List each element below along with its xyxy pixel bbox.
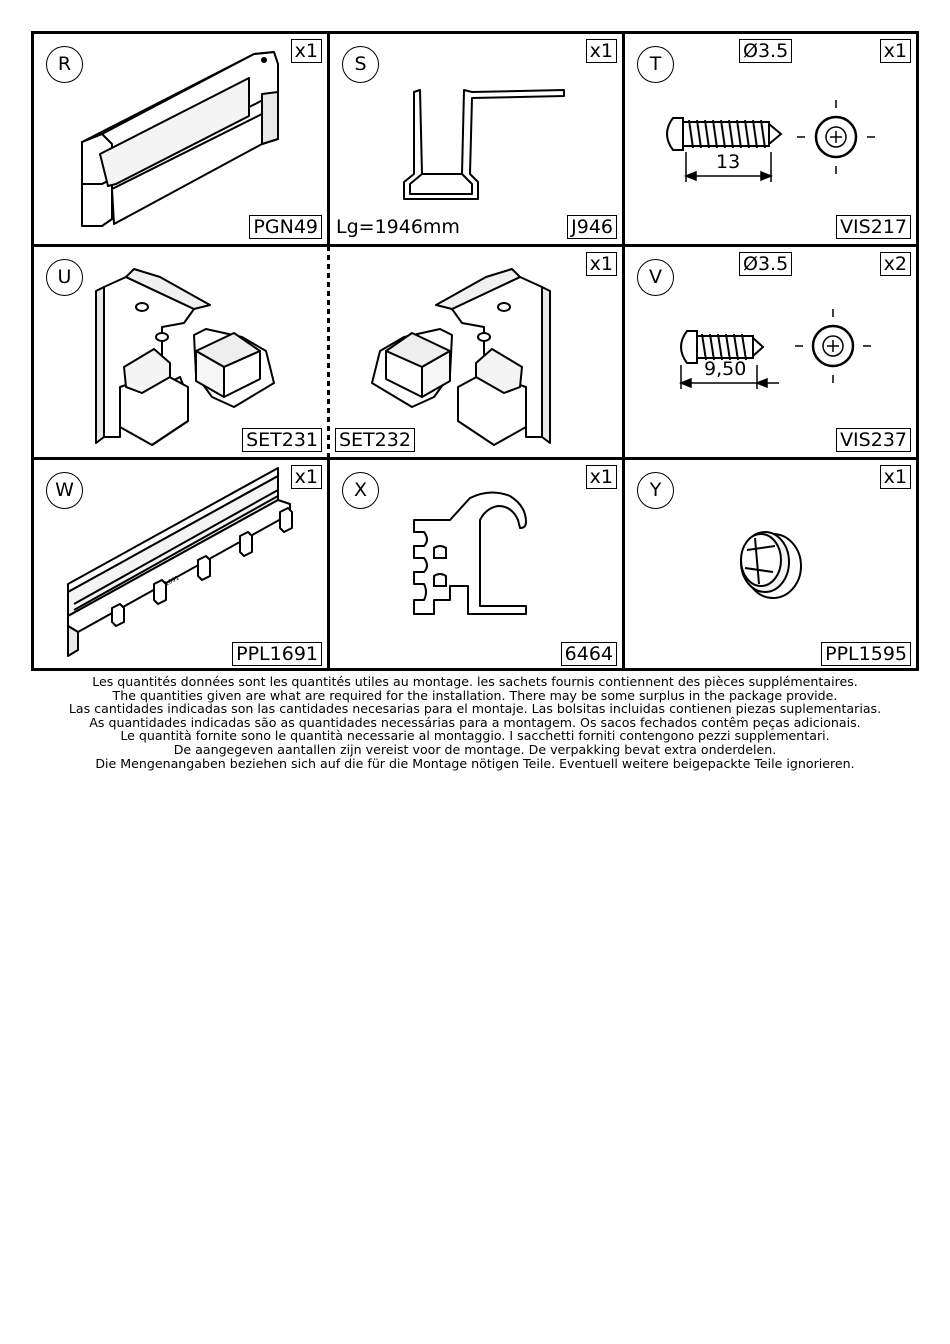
part-code: PPL1691 [232,642,322,666]
part-cell-u [34,247,327,457]
part-letter: T [637,46,674,83]
quantity-label: x1 [291,39,322,63]
dimension-label: 9,50 [704,358,747,380]
note-en: The quantities given are what are required for the installation. There may be some surplus in the package provide. [112,687,838,703]
part-letter: S [342,46,379,83]
part-code: VIS237 [836,428,911,452]
quantity-label: x2 [880,252,911,276]
part-cell-y [625,460,916,671]
quantity-label: x1 [586,39,617,63]
part-cell-v [625,247,916,457]
corner-bracket-right-illustration [330,247,622,457]
note-nl: De aangegeven aantallen zijn vereist voor de montage. De verpakking bevat extra onderdelen. [173,741,777,757]
diameter-label: Ø3.5 [739,39,792,63]
note-es: Las cantidades indicadas son las cantidades necesarias para el montaje. Las bolsitas incluidas contienen piezas suplementarias. [68,701,882,717]
quantity-notes [0,675,950,770]
diameter-label: Ø3.5 [739,252,792,276]
part-code: PPL1595 [821,642,911,666]
part-code: VIS217 [836,215,911,239]
part-cell-t [625,34,916,244]
note-it: Le quantità fornite sono le quantità necessarie al montaggio. I sacchetti forniti contengono pezzi supplementari. [120,728,830,744]
quantity-label: x1 [586,465,617,489]
quantity-label: x1 [291,465,322,489]
part-code: SET231 [242,428,322,452]
svg-text:1691: 1691 [163,574,181,588]
note-pt: As quantidades indicadas são as quantidades necessárias para a montagem. Os sacos fechados contêm peças adicionais. [89,714,861,730]
parts-grid [31,31,919,671]
note-fr: Les quantités données sont les quantités utiles au montage. les sachets fournis contiennent des pièces supplémentaires. [92,674,858,689]
quantity-label: x1 [880,39,911,63]
part-cell-x [330,460,622,671]
part-letter: R [46,46,83,83]
note-de: Die Mengenangaben beziehen sich auf die für die Montage nötigen Teile. Eventuell weitere beigepackte Teile ignorieren. [95,755,855,771]
part-letter: Y [637,472,674,509]
part-cell-w [34,460,327,671]
part-cell-set232 [330,247,622,457]
length-label: Lg=1946mm [336,216,460,238]
part-code: J946 [567,215,617,239]
part-letter: V [637,259,674,296]
part-letter: X [342,472,379,509]
quantity-label: x1 [880,465,911,489]
part-cell-s [330,34,622,244]
dimension-label: 13 [716,151,741,173]
part-code: SET232 [335,428,415,452]
part-code: PGN49 [249,215,322,239]
quantity-label: x1 [586,252,617,276]
part-letter: W [46,472,83,509]
part-letter: U [46,259,83,296]
part-cell-r [34,34,327,244]
part-code: 6464 [561,642,617,666]
